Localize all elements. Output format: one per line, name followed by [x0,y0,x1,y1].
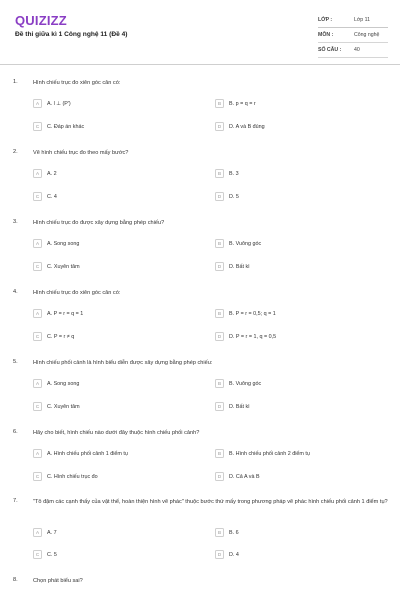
option-letter-box: C [33,472,42,481]
option-letter-box: C [33,192,42,201]
option-letter-box: A [33,309,42,318]
option-text: B. Hình chiếu phối cảnh 2 điểm tụ [229,450,310,457]
option-letter-box: D [215,192,224,201]
question-number: 4. [13,289,18,295]
option-letter-box: C [33,402,42,411]
option-text: A. 2 [47,170,57,177]
option-text: C. 4 [47,193,57,200]
option-text: D. Bất kì [229,403,250,410]
question-text: "Tô đậm các cạnh thấy của vật thể, hoàn thiện hình vẽ phác" thuộc bước thứ mấy trong phương pháp vẽ phác hình chiếu phối cảnh 1 điểm tụ? [33,499,388,505]
option-text: B. p = q = r [229,100,256,107]
option-text: C. 5 [47,551,57,558]
option-text: B. 3 [229,170,239,177]
option-letter-box: B [215,528,224,537]
quizizz-logo: QUIZIZZ [15,13,67,28]
meta-row-subject [318,28,388,43]
question-number: 7. [13,498,18,504]
question-number: 5. [13,359,18,365]
meta-label: MÔN : [318,32,334,38]
meta-label: LỚP : [318,17,333,23]
option-letter-box: A [33,239,42,248]
question-number: 1. [13,79,18,85]
option-letter-box: A [33,379,42,388]
option-letter-box: B [215,239,224,248]
option-text: C. Hình chiếu trục đo [47,473,98,480]
option-letter-box: B [215,99,224,108]
option-text: B. 6 [229,529,239,536]
option-letter-box: C [33,122,42,131]
header-divider [0,64,400,65]
option-text: C. Xuyên tâm [47,403,80,410]
question-number: 8. [13,577,18,583]
option-text: D. 4 [229,551,239,558]
option-letter-box: A [33,169,42,178]
option-text: D. Cả A và B [229,473,260,480]
meta-value: 40 [354,47,360,53]
option-text: C. P = r ≠ q [47,333,75,340]
option-letter-box: B [215,449,224,458]
option-letter-box: A [33,449,42,458]
option-letter-box: A [33,528,42,537]
meta-row-grade [318,13,388,28]
option-text: A. 7 [47,529,57,536]
meta-value: Công nghệ [354,32,380,38]
question-text: Hình chiếu trục đo xiên góc cân có: [33,80,121,86]
question-text: Hãy cho biết, hình chiếu nào dưới đây thuộc hình chiếu phối cảnh? [33,430,200,436]
option-text: A. l ⊥ (P') [47,100,71,107]
question-text: Chọn phát biểu sai? [33,578,83,584]
meta-label: SỐ CÂU : [318,47,342,53]
question-text: Hình chiếu trục đo được xây dựng bằng phép chiếu? [33,220,165,226]
question-text: Vẽ hình chiếu trục đo theo mấy bước? [33,150,129,156]
option-text: C. Xuyên tâm [47,263,80,270]
option-text: D. A và B đúng [229,123,265,130]
option-letter-box: A [33,99,42,108]
option-letter-box: B [215,379,224,388]
option-letter-box: D [215,472,224,481]
option-text: B. Vuông góc [229,240,262,247]
option-letter-box: D [215,550,224,559]
option-text: B. P = r = 0,5; q = 1 [229,310,276,317]
document-title: Đề thi giữa kì 1 Công nghệ 11 (Đề 4) [15,31,128,38]
option-letter-box: B [215,309,224,318]
meta-table [318,13,388,58]
option-letter-box: B [215,169,224,178]
option-letter-box: C [33,332,42,341]
option-letter-box: C [33,262,42,271]
option-letter-box: D [215,122,224,131]
option-letter-box: D [215,262,224,271]
option-text: D. Bất kì [229,263,250,270]
meta-row-question-count [318,43,388,58]
option-text: C. Đáp án khác [47,123,85,130]
question-text: Hình chiếu trục đo xiên góc cân có: [33,290,121,296]
option-text: D. P = r = 1, q = 0,5 [229,333,277,340]
option-text: A. Song song [47,240,80,247]
question-text: Hình chiếu phối cảnh là hình biểu diễn được xây dựng bằng phép chiếu: [33,360,213,366]
option-text: A. P = r = q = 1 [47,310,84,317]
option-letter-box: D [215,402,224,411]
meta-value: Lớp 11 [354,17,370,23]
option-letter-box: C [33,550,42,559]
option-text: B. Vuông góc [229,380,262,387]
option-text: A. Song song [47,380,80,387]
option-text: A. Hình chiếu phối cảnh 1 điểm tụ [47,450,128,457]
question-number: 6. [13,429,18,435]
question-number: 3. [13,219,18,225]
option-letter-box: D [215,332,224,341]
question-number: 2. [13,149,18,155]
option-text: D. 5 [229,193,239,200]
